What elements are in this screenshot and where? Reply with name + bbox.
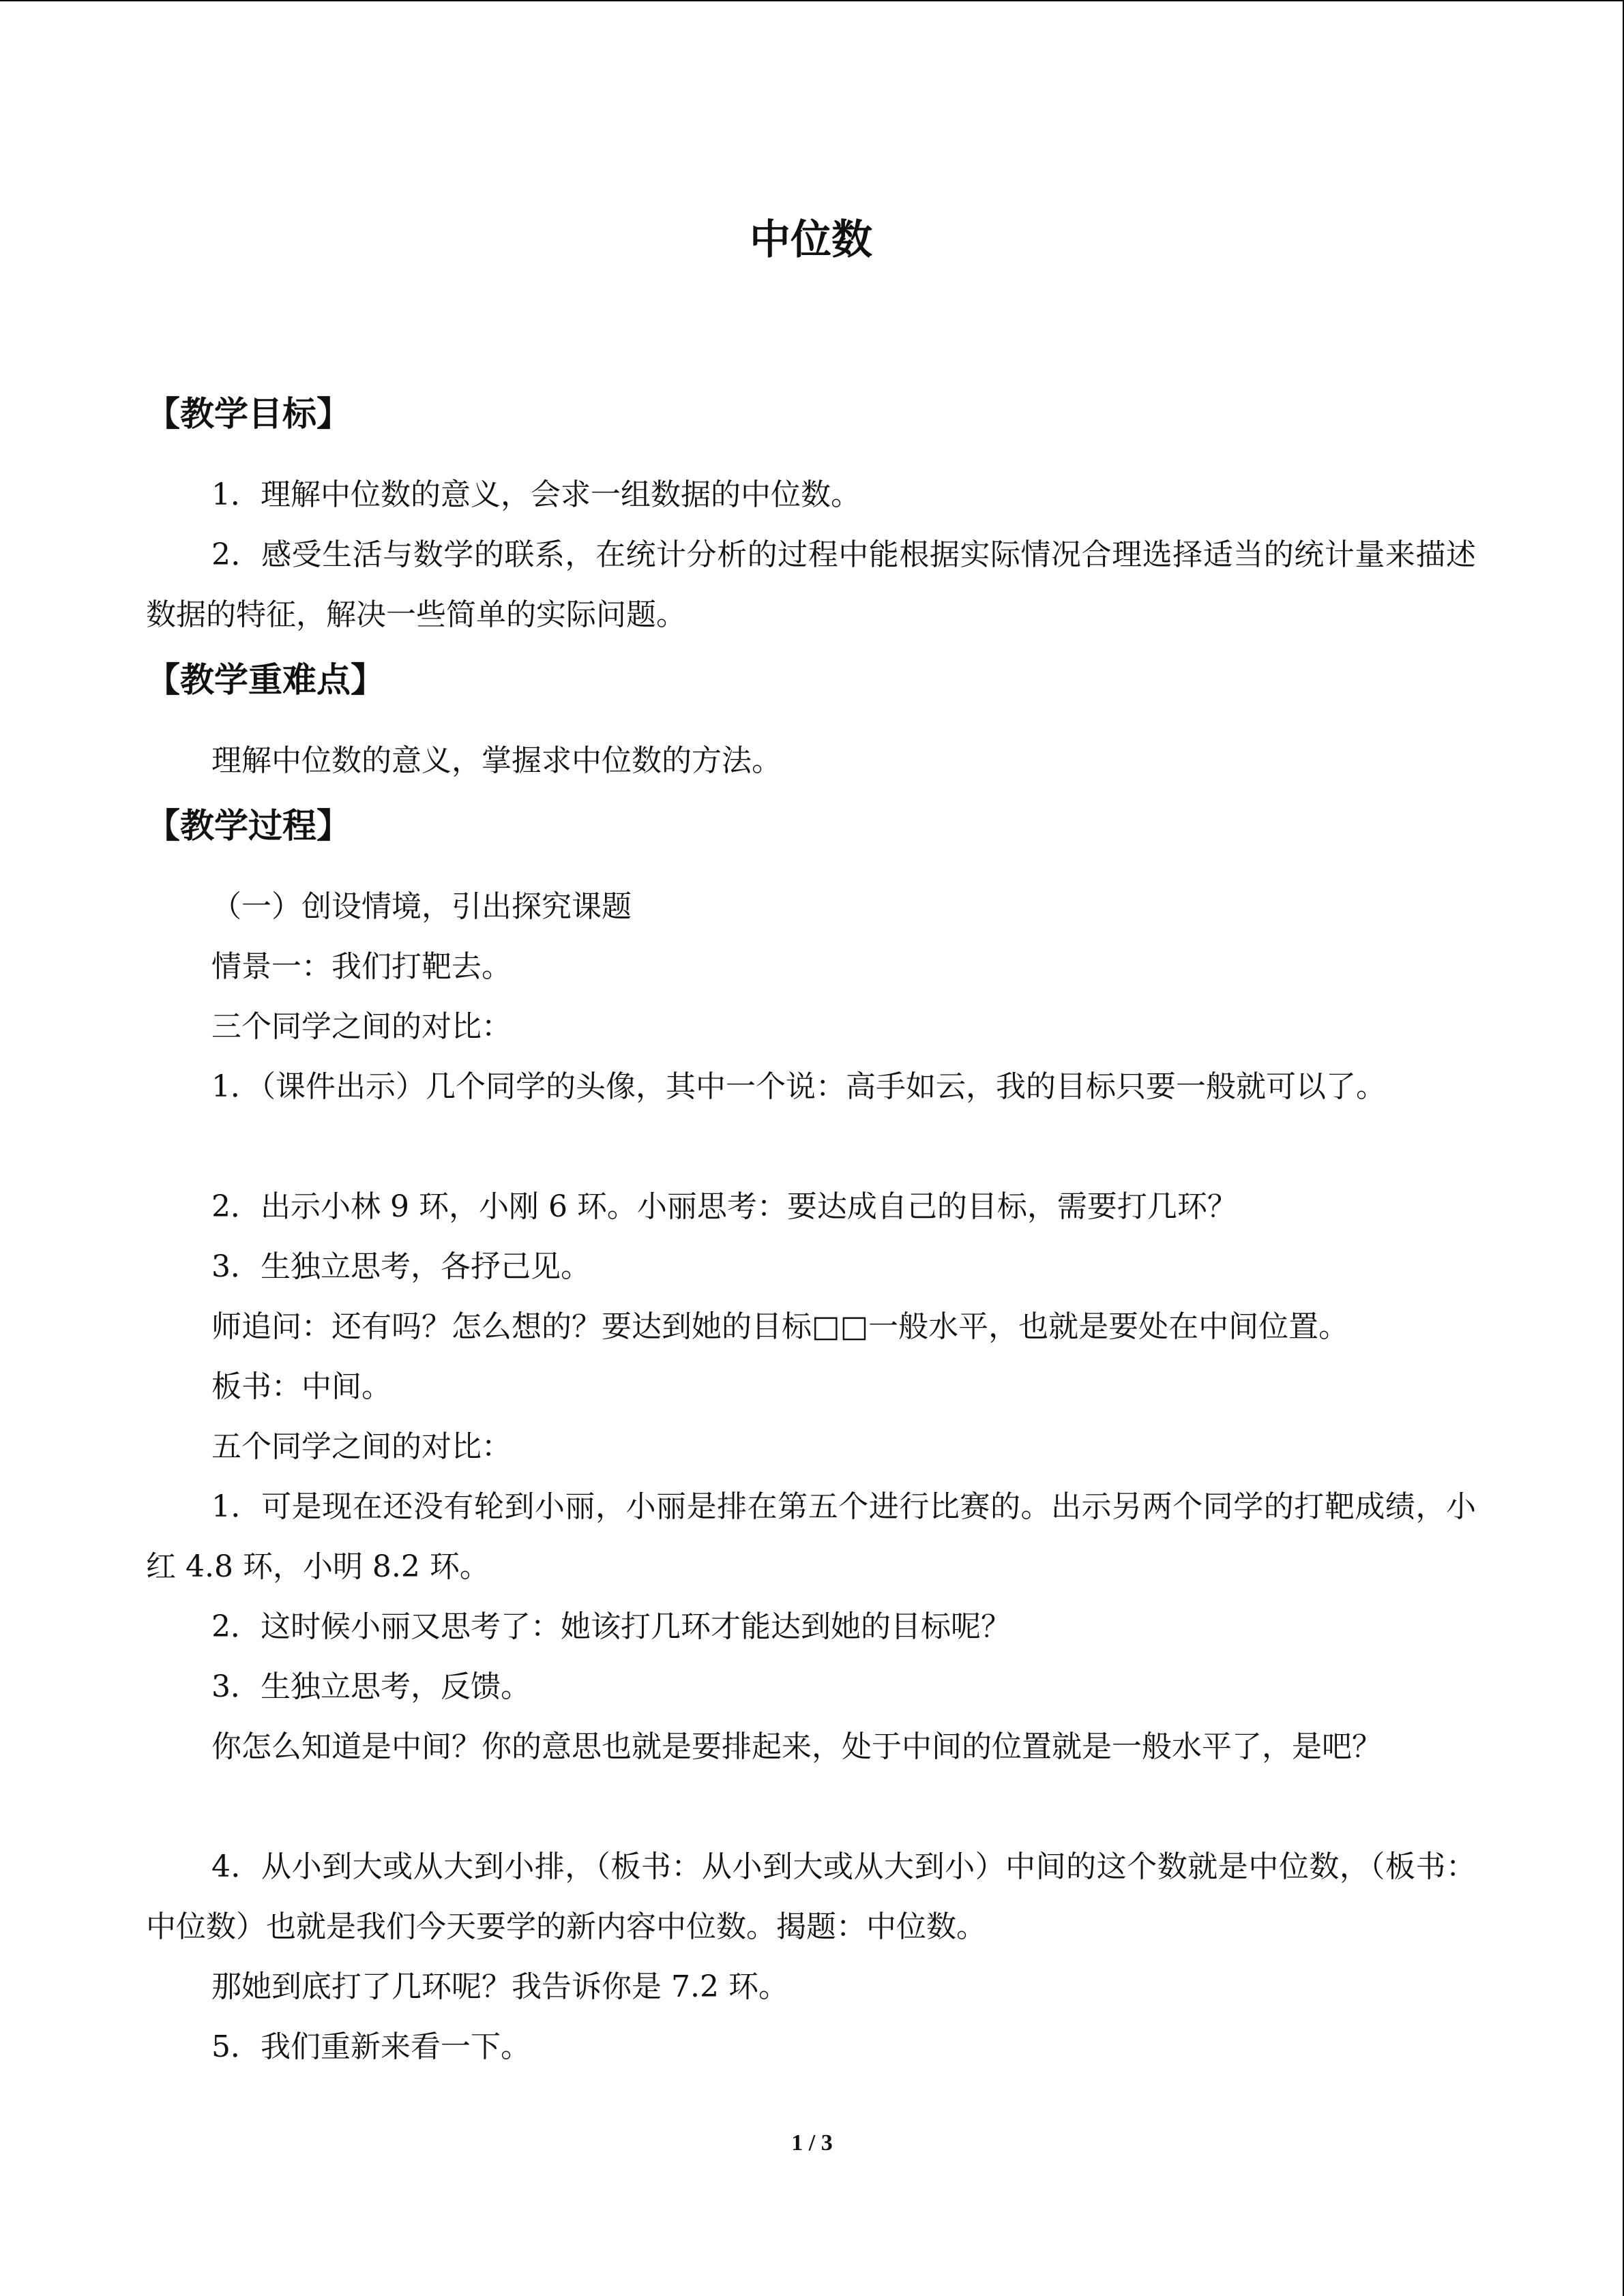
paragraph: 理解中位数的意义，掌握求中位数的方法。 [211,743,782,778]
paragraph: 2．感受生活与数学的联系，在统计分析的过程中能根据实际情况合理选择适当的统计量来描述数据的特征，解决一些简单的实际问题。 [146,537,1476,632]
paragraph: 你怎么知道是中间？你的意思也就是要排起来，处于中间的位置就是一般水平了，是吧？ [211,1729,1382,1764]
paragraph: 2．出示小林 9 环，小刚 6 环。小丽思考：要达成自己的目标，需要打几环？ [211,1189,1237,1224]
paragraph: 4．从小到大或从大到小排，（板书：从小到大或从大到小）中间的这个数就是中位数，（板书：中位数）也就是我们今天要学的新内容中位数。揭题：中位数。 [146,1849,1476,1944]
paragraph: 那她到底打了几环呢？我告诉你是 7.2 环。 [211,1969,788,2004]
paragraph: 情景一：我们打靶去。 [211,949,512,984]
paragraph: 1．（课件出示）几个同学的头像，其中一个说：高手如云，我的目标只要一般就可以了。 [211,1069,1386,1104]
heading-key-points: 【教学重难点】 [146,660,385,700]
paragraph: 1．可是现在还没有轮到小丽，小丽是排在第五个进行比赛的。出示另两个同学的打靶成绩，小红 4.8 环，小明 8.2 环。 [146,1489,1476,1584]
heading-teaching-goals: 【教学目标】 [146,394,351,434]
paragraph: 师追问：还有吗？怎么想的？要达到她的目标□□一般水平，也就是要处在中间位置。 [211,1309,1349,1344]
paragraph: 2．这时候小丽又思考了：她该打几环才能达到她的目标呢？ [211,1609,1011,1644]
page-number: 1 / 3 [791,2130,833,2156]
paragraph: 五个同学之间的对比： [211,1429,512,1464]
paragraph: 3．生独立思考，各抒己见。 [211,1249,591,1284]
paragraph: 三个同学之间的对比： [211,1009,512,1044]
paragraph: （一）创设情境，引出探究课题 [211,889,632,924]
paragraph: 1．理解中位数的意义，会求一组数据的中位数。 [211,477,861,512]
paragraph: 5．我们重新来看一下。 [211,2029,531,2064]
heading-teaching-process: 【教学过程】 [146,806,351,846]
document-title: 中位数 [750,216,872,264]
paragraph: 板书：中间。 [211,1369,392,1404]
paragraph: 3．生独立思考，反馈。 [211,1669,531,1704]
